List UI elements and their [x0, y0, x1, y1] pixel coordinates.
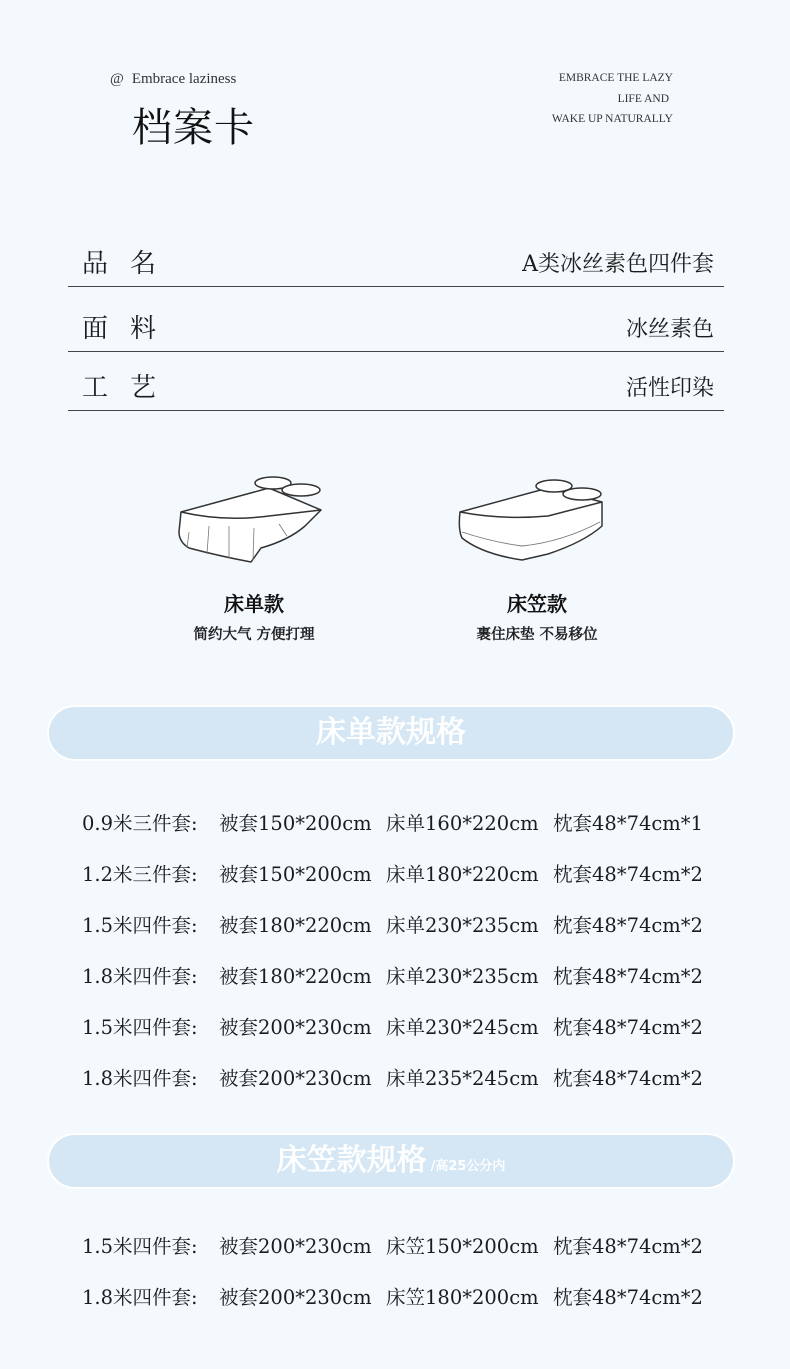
- spec-duvet: 被套180*220cm: [219, 914, 372, 937]
- style-card-fitted-sheet: [407, 470, 667, 644]
- page-title: 档案卡: [132, 105, 255, 151]
- info-label: 品名: [82, 249, 179, 279]
- banner-title: 床单款规格: [316, 715, 466, 750]
- brand-name: Embrace laziness: [131, 71, 237, 87]
- spec-sheet: 床单180*220cm: [386, 863, 539, 886]
- style-name: 床单款: [224, 592, 284, 616]
- spec-set: 1.8米四件套:: [82, 1286, 198, 1309]
- flat-sheet-bed-icon: [169, 470, 339, 570]
- spec-sheet: 床单230*235cm: [386, 965, 539, 988]
- spec-duvet: 被套200*230cm: [219, 1067, 372, 1090]
- spec-duvet: 被套200*230cm: [219, 1016, 372, 1039]
- info-value: A类冰丝素色四件套: [522, 252, 714, 277]
- banner-title: 床笠款规格: [276, 1143, 427, 1178]
- spec-sheet: 床单230*235cm: [386, 914, 539, 937]
- style-name: 床笠款: [507, 592, 567, 616]
- spec-sheet: 床单160*220cm: [386, 812, 539, 835]
- spec-set: 1.5米四件套:: [82, 1235, 198, 1258]
- info-label: 工艺: [82, 373, 179, 403]
- spec-duvet: 被套150*200cm: [219, 812, 372, 835]
- spec-duvet: 被套180*220cm: [219, 965, 372, 988]
- info-label: 面料: [82, 314, 179, 344]
- spec-set: 0.9米三件套:: [82, 812, 198, 835]
- brand-tag: [110, 71, 236, 88]
- spec-sheet: 床单235*245cm: [386, 1067, 539, 1090]
- spec-duvet: 被套200*230cm: [219, 1286, 372, 1309]
- info-row-craft: [68, 365, 724, 411]
- spec-pillow: 枕套48*74cm*2: [553, 965, 703, 988]
- slogan-line: WAKE UP NATURALLY: [551, 113, 673, 125]
- spec-pillow: 枕套48*74cm*2: [553, 1016, 703, 1039]
- spec-sheet: 床单230*245cm: [386, 1016, 539, 1039]
- spec-set: 1.8米四件套:: [82, 1067, 198, 1090]
- info-value: 冰丝素色: [625, 317, 714, 342]
- spec-set: 1.2米三件套:: [82, 863, 198, 886]
- sheet-spec-banner: [47, 705, 735, 761]
- slogan-line: EMBRACE THE LAZY: [558, 72, 673, 84]
- spec-pillow: 枕套48*74cm*2: [553, 914, 703, 937]
- fitted-spec-banner: [47, 1133, 735, 1189]
- spec-set: 1.5米四件套:: [82, 1016, 198, 1039]
- banner-note: /高25公分内: [430, 1159, 506, 1174]
- spec-set: 1.8米四件套:: [82, 965, 198, 988]
- style-card-flat-sheet: [124, 470, 384, 644]
- spec-fitted: 床笠180*200cm: [386, 1286, 539, 1309]
- fitted-sheet-bed-icon: [452, 470, 622, 570]
- spec-pillow: 枕套48*74cm*2: [553, 1286, 703, 1309]
- spec-pillow: 枕套48*74cm*2: [553, 1067, 703, 1090]
- info-value: 活性印染: [625, 376, 714, 401]
- spec-pillow: 枕套48*74cm*2: [553, 1235, 703, 1258]
- slogan: [552, 68, 673, 130]
- spec-duvet: 被套200*230cm: [219, 1235, 372, 1258]
- style-desc: 裹住床垫 不易移位: [476, 627, 598, 643]
- style-desc: 简约大气 方便打理: [193, 627, 315, 643]
- spec-fitted: 床笠150*200cm: [386, 1235, 539, 1258]
- spec-duvet: 被套150*200cm: [219, 863, 372, 886]
- spec-set: 1.5米四件套:: [82, 914, 198, 937]
- slogan-line: LIFE AND: [617, 92, 669, 105]
- at-symbol: @: [110, 71, 124, 87]
- info-row-fabric: [68, 303, 724, 352]
- spec-pillow: 枕套48*74cm*1: [553, 812, 703, 835]
- info-row-name: [68, 240, 724, 287]
- spec-pillow: 枕套48*74cm*2: [553, 863, 703, 886]
